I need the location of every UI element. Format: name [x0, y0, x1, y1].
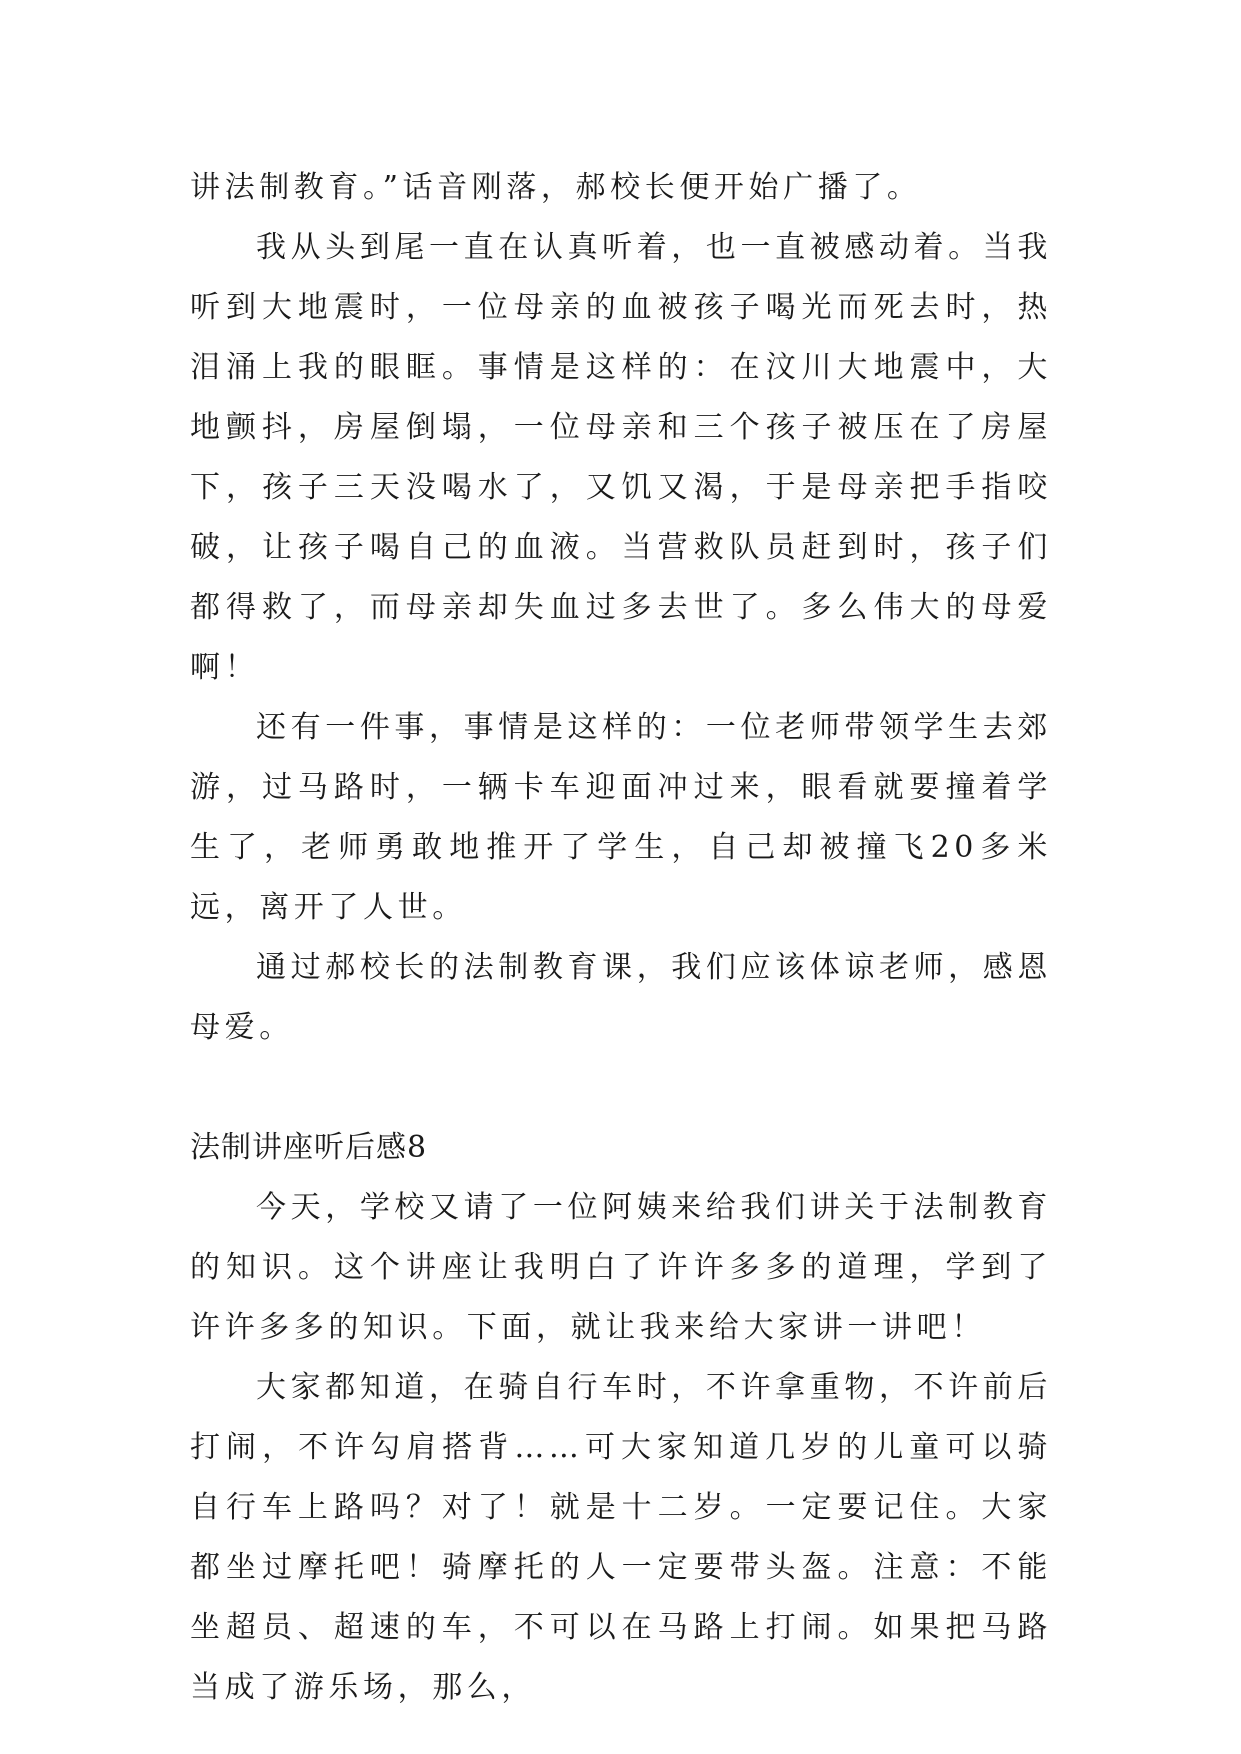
- paragraph-traffic-rules: 大家都知道，在骑自行车时，不许拿重物，不许前后打闹，不许勾肩搭背……可大家知道几岁的儿童可以骑自行车上路吗？对了！就是十二岁。一定要记住。大家都坐过摩托吧！骑摩托的人一定要带头盔。注意：不能坐超员、超速的车，不可以在马路上打闹。如果把马路当成了游乐场，那么，: [190, 1370, 1052, 1705]
- paragraph-conclusion: 通过郝校长的法制教育课，我们应该体谅老师，感恩母爱。: [190, 950, 1052, 1045]
- section-title: 法制讲座听后感8: [190, 1130, 428, 1165]
- document-body: [190, 158, 1052, 1718]
- paragraph-lecture-intro: 今天，学校又请了一位阿姨来给我们讲关于法制教育的知识。这个讲座让我明白了许许多多的道理，学到了许许多多的知识。下面，就让我来给大家讲一讲吧！: [190, 1190, 1052, 1345]
- paragraph-teacher-story: 还有一件事，事情是这样的：一位老师带领学生去郊游，过马路时，一辆卡车迎面冲过来，眼看就要撞着学生了，老师勇敢地推开了学生，自己却被撞飞20多米远，离开了人世。: [190, 710, 1052, 925]
- paragraph-continuation: 讲法制教育。”话音刚落，郝校长便开始广播了。: [190, 170, 922, 205]
- paragraph-earthquake-story: 我从头到尾一直在认真听着，也一直被感动着。当我听到大地震时，一位母亲的血被孩子喝光而死去时，热泪涌上我的眼眶。事情是这样的：在汶川大地震中，大地颤抖，房屋倒塌，一位母亲和三个孩子被压在了房屋下，孩子三天没喝水了，又饥又渴，于是母亲把手指咬破，让孩子喝自己的血液。当营救队员赶到时，孩子们都得救了，而母亲却失血过多去世了。多么伟大的母爱啊！: [190, 230, 1052, 685]
